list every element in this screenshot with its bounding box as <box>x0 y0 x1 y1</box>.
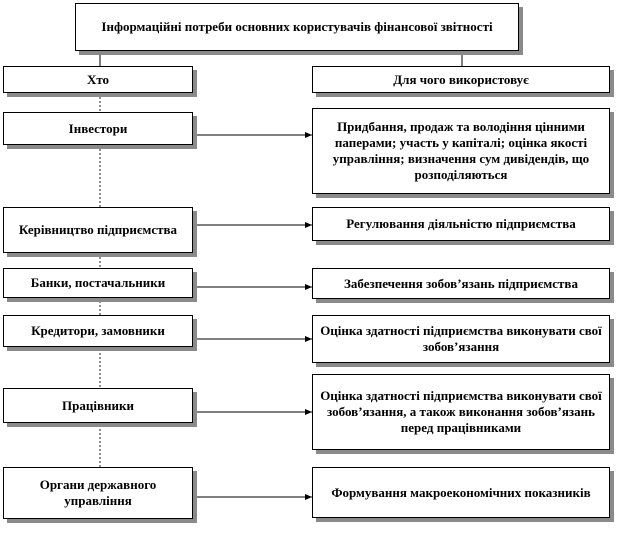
who-box-banks: Банки, постачальники <box>3 268 193 298</box>
why-box-government: Формування макроекономічних показників <box>312 467 610 518</box>
why-box-banks: Забезпечення зобов’язань підприємства <box>312 268 610 299</box>
diagram-title <box>75 3 519 51</box>
diagram-title-text: Інформаційні потреби основних користувачів фінансової звітності <box>101 19 493 34</box>
who-box-government: Органи державного управління <box>3 467 193 519</box>
who-box-investors: Інвестори <box>3 112 193 145</box>
why-box-investors: Придбання, продаж та володіння цінними паперами; участь у капіталі; оцінка якості управління; визначення сум дивідендів, що розподіляються <box>312 108 610 194</box>
header-why: Для чого використовує <box>312 66 610 93</box>
why-box-creditors: Оцінка здатності підприємства виконувати свої зобов’язання <box>312 315 610 363</box>
who-box-employees: Працівники <box>3 388 193 423</box>
why-box-employees: Оцінка здатності підприємства виконувати свої зобов’язання, а також виконання зобов’язань перед працівниками <box>312 374 610 450</box>
who-box-creditors: Кредитори, замовники <box>3 315 193 347</box>
header-who: Хто <box>3 66 193 93</box>
who-box-management: Керівництво підприємства <box>3 207 193 253</box>
why-box-management: Регулювання діяльністю підприємства <box>312 207 610 241</box>
